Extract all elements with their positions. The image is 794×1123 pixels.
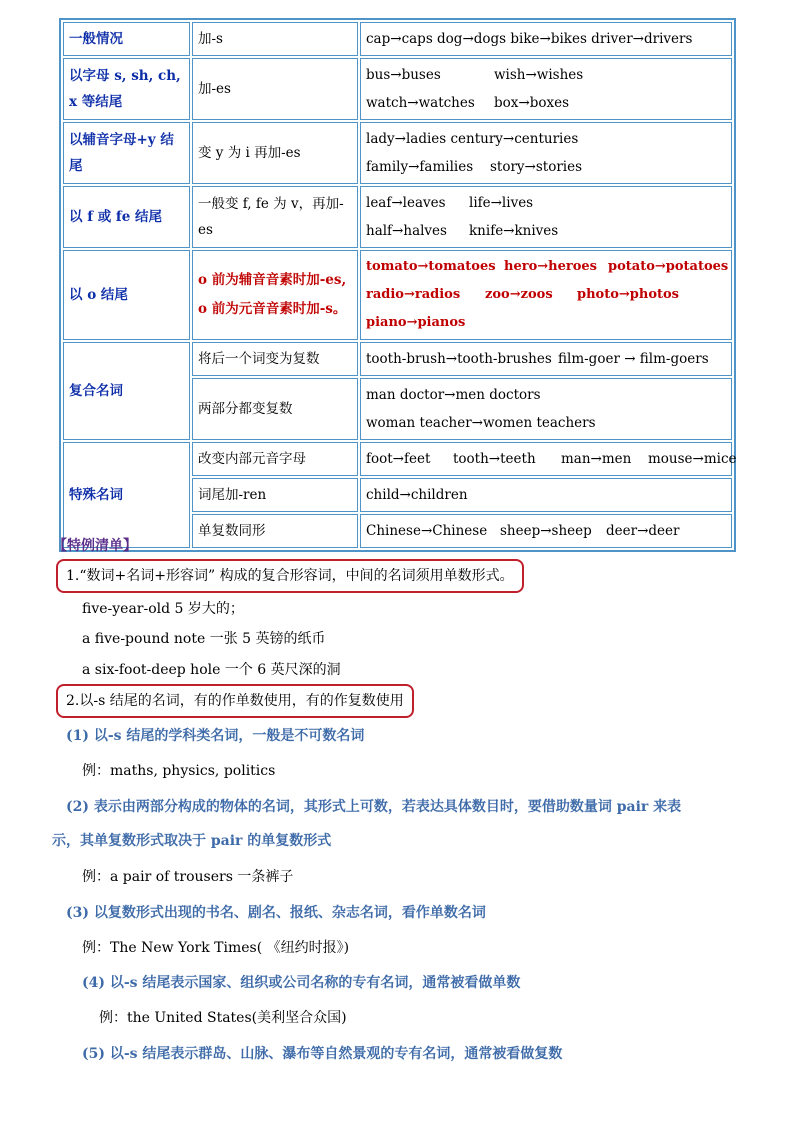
rule-cell: 加-es [192,58,358,120]
example-text: zoo→zoos [485,287,553,302]
examples-cell [360,58,732,120]
examples-cell [360,250,732,340]
table-row [63,122,732,184]
sub-point-4: (4) 以-s 结尾表示国家、组织或公司名称的专有名词，通常被看做单数 [82,975,521,991]
examples-cell [360,514,732,548]
table-row [63,58,732,120]
rule-cell: 变 y 为 i 再加-es [192,122,358,184]
rule-cell: 加-s [192,22,358,56]
example-text: woman teacher→women teachers [366,415,596,431]
rule-cell: 一般变 f, fe 为 v，再加-es [192,186,358,248]
rule-cell: 单复数同形 [192,514,358,548]
example-text: family→families [366,159,474,175]
example-text: Chinese→Chinese [366,523,488,539]
sub-point-2-example: 例：a pair of trousers 一条裤子 [82,869,294,885]
examples-cell [360,186,732,248]
sub-point-1: (1) 以-s 结尾的学科类名词，一般是不可数名词 [66,728,365,744]
point-1-example: a six-foot-deep hole 一个 6 英尺深的洞 [82,662,341,678]
example-text: life→lives [469,195,534,211]
rule-cell: o 前为辅音音素时加-es, o 前为元音音素时加-s。 [192,250,358,340]
example-text: cap→caps dog→dogs bike→bikes driver→drivers [366,31,693,47]
example-text: hero→heroes [504,259,597,274]
examples-cell [360,22,732,56]
example-text: man→men [561,451,632,467]
point-2-box: 2.以-s 结尾的名词，有的作单数使用，有的作复数使用 [56,684,414,718]
example-text: tooth-brush→tooth-brushes [366,351,552,367]
example-text: story→stories [490,159,583,175]
category-cell: 以 f 或 fe 结尾 [63,186,190,248]
table-row [63,342,732,376]
example-text: mouse→mice [648,451,737,467]
examples-cell [360,478,732,512]
examples-cell [360,442,737,476]
rule-cell: 两部分都变复数 [192,378,358,440]
example-text: half→halves [366,223,447,239]
example-text: wish→wishes [494,67,584,83]
category-cell: 特殊名词 [63,442,190,548]
sub-point-5: (5) 以-s 结尾表示群岛、山脉、瀑布等自然景观的专有名词，通常被看做复数 [82,1046,563,1062]
table-row [63,186,732,248]
example-text: child→children [366,487,468,503]
rule-cell: 将后一个词变为复数 [192,342,358,376]
example-text: bus→buses [366,67,441,83]
sub-point-3-example: 例：The New York Times( 《纽约时报》) [82,940,350,956]
example-text: box→boxes [494,95,569,111]
table-row [63,250,732,340]
examples-cell [360,342,732,376]
table-row [63,442,732,476]
sub-point-1-example: 例：maths, physics, politics [82,763,276,779]
example-text: lady→ladies century→centuries [366,131,579,147]
table-row [63,22,732,56]
category-cell: 以字母 s, sh, ch, x 等结尾 [63,58,190,120]
example-text: radio→radios [366,287,461,302]
example-text: film-goer → film-goers [558,351,709,367]
example-text: sheep→sheep [500,523,592,539]
example-text: photo→photos [577,287,679,302]
example-text: leaf→leaves [366,195,446,211]
example-text: potato→potatoes [608,259,729,274]
example-text: tomato→tomatoes [366,259,496,274]
special-cases-header: 【特例清单】 [53,538,137,554]
example-text: deer→deer [606,523,680,539]
rule-cell: 改变内部元音字母 [192,442,358,476]
sub-point-2-line-1: (2) 表示由两部分构成的物体的名词，其形式上可数，若表达具体数目时，要借助数量词 pair 来表 [66,799,682,815]
plural-rules-table [59,18,736,552]
category-cell: 复合名词 [63,342,190,440]
example-text: tooth→teeth [453,451,536,467]
category-cell: 以 o 结尾 [63,250,190,340]
point-1-box: 1.“数词+名词+形容词” 构成的复合形容词，中间的名词须用单数形式。 [56,559,524,593]
example-text: watch→watches [366,95,475,111]
example-text: foot→feet [366,451,431,467]
example-text: man doctor→men doctors [366,387,541,403]
examples-cell [360,378,732,440]
sub-point-2-line-2: 示，其单复数形式取决于 pair 的单复数形式 [52,833,332,849]
point-1-example: a five-pound note 一张 5 英镑的纸币 [82,631,326,647]
point-1-example: five-year-old 5 岁大的； [82,601,244,617]
category-cell: 一般情况 [63,22,190,56]
example-text: knife→knives [469,223,559,239]
sub-point-4-example: 例：the United States(美利坚合众国) [99,1010,347,1026]
rule-cell: 词尾加-ren [192,478,358,512]
example-text: piano→pianos [366,315,466,330]
examples-cell [360,122,732,184]
sub-point-3: (3) 以复数形式出现的书名、剧名、报纸、杂志名词，看作单数名词 [66,905,486,921]
category-cell: 以辅音字母+y 结尾 [63,122,190,184]
